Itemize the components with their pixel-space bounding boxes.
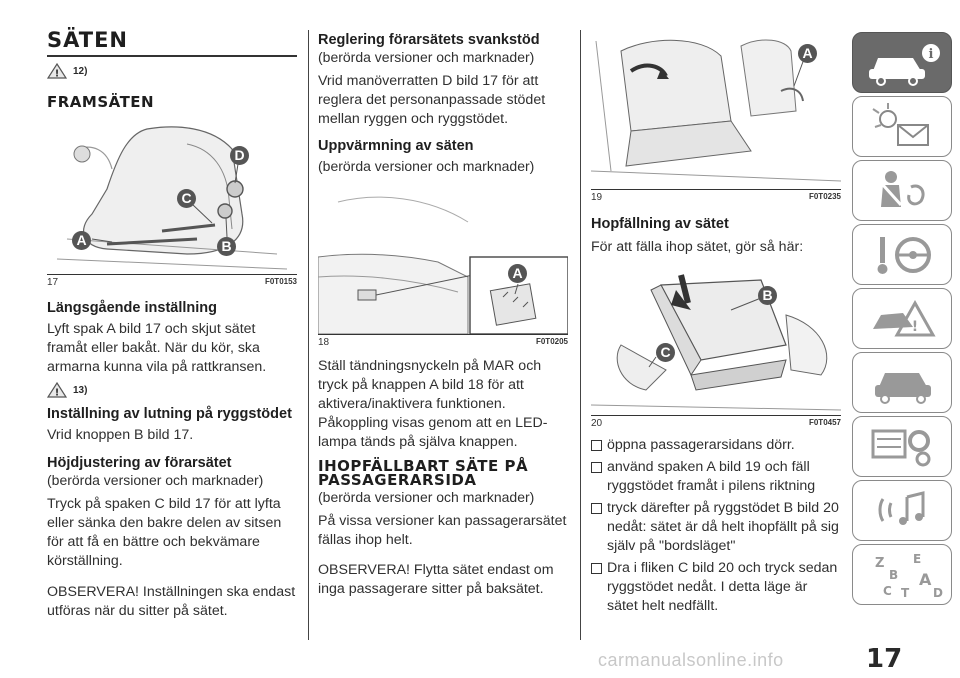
heading-lumbar: Reglering förarsätets svankstöd	[318, 32, 540, 48]
figure-19-caption	[591, 192, 841, 203]
figure-20-caption	[591, 418, 841, 429]
marker-c: C	[177, 189, 196, 208]
figure-number: 19	[591, 192, 603, 203]
subheading-versions: (berörda versioner och marknader)	[318, 489, 535, 505]
list-item: öppna passagerarsidans dörr.	[591, 436, 841, 455]
emergency-icon	[853, 289, 953, 348]
figure-20	[591, 265, 841, 416]
figure-number: 18	[318, 337, 330, 348]
figure-17	[47, 119, 297, 275]
subheading-versions: (berörda versioner och marknader)	[318, 158, 535, 174]
tab-technical-data[interactable]	[852, 416, 952, 477]
marker-c: C	[656, 343, 675, 362]
tab-starting-driving[interactable]	[852, 224, 952, 285]
svg-text:D: D	[933, 586, 943, 600]
tab-emergency[interactable]	[852, 288, 952, 349]
car-maintenance-icon	[853, 353, 953, 412]
text-height: Tryck på spaken C bild 17 för att lyfta eller sänka den bakre delen av sitsen för att få en bättre och bekvämare körställning.	[47, 496, 282, 569]
column-1	[47, 28, 297, 621]
section-title-folding-seat: IHOPFÄLLBART SÄTE PÅ PASSAGERARSIDA	[318, 457, 529, 489]
key-steering-icon	[853, 225, 953, 284]
text-heated-seats: Ställ tändningsnyckeln på MAR och tryck på knappen A bild 18 för att aktivera/inaktivera funktionen. Påkoppling visas genom att en LED-lampa tänds på själva knappen.	[318, 358, 548, 450]
figure-18	[318, 182, 568, 335]
figure-code: F0T0235	[808, 192, 841, 201]
car-gears-icon	[853, 417, 953, 476]
seatbelt-airbag-icon	[853, 161, 953, 220]
warning-ref: 12)	[73, 65, 88, 77]
marker-a: A	[72, 231, 91, 250]
alphabet-index-icon	[853, 545, 953, 604]
svg-text:C: C	[883, 584, 892, 598]
subheading-versions: (berörda versioner och marknader)	[47, 472, 264, 488]
column-3	[591, 31, 841, 616]
warning-icon	[47, 63, 67, 79]
heated-seat-button-illustration	[318, 182, 568, 334]
svg-text:!: !	[911, 319, 919, 335]
figure-number: 17	[47, 277, 59, 288]
svg-text:!: !	[54, 68, 60, 79]
tab-lights-warnings[interactable]	[852, 96, 952, 157]
warning-ref-12	[47, 63, 297, 79]
figure-17-caption	[47, 277, 297, 288]
text-folding-intro: För att fälla ihop sätet, gör så här:	[591, 239, 804, 255]
page-number: 17	[866, 644, 903, 674]
step-list	[591, 436, 841, 616]
warning-icon	[47, 382, 67, 398]
column-2	[318, 31, 568, 599]
page-title: SÄTEN	[47, 28, 128, 52]
figure-code: F0T0457	[808, 418, 841, 427]
figure-code: F0T0153	[264, 277, 297, 286]
car-info-icon	[853, 33, 953, 92]
text-note: OBSERVERA! Inställningen ska endast utföras när du sitter på sätet.	[47, 584, 296, 619]
heading-height: Höjdjustering av förarsätet	[47, 455, 232, 471]
figure-19	[591, 31, 841, 190]
bullet-box-icon	[591, 440, 602, 451]
figure-number: 20	[591, 418, 603, 429]
text-backrest-tilt: Vrid knoppen B bild 17.	[47, 427, 194, 443]
heading-folding: Hopfällning av sätet	[591, 216, 729, 232]
figure-code: F0T0205	[535, 337, 568, 346]
column-divider	[580, 30, 581, 640]
list-item: Dra i fliken C bild 20 och tryck sedan ryggstödet nedåt. I detta läge är sätet helt nedfällt.	[591, 559, 841, 616]
svg-text:i: i	[928, 47, 934, 62]
svg-text:T: T	[901, 586, 910, 600]
folded-seat-illustration	[591, 265, 841, 415]
marker-b: B	[758, 286, 777, 305]
figure-18-caption	[318, 337, 568, 348]
chapter-tabs	[852, 32, 952, 608]
tab-index[interactable]	[852, 544, 952, 605]
text-note: OBSERVERA! Flytta sätet endast om inga passagerare sitter på baksätet.	[318, 562, 554, 597]
text-lumbar: Vrid manöverratten D bild 17 för att reglera det personanpassade stödet mellan ryggen och ryggstödet.	[318, 73, 546, 127]
multimedia-icon	[853, 481, 953, 540]
svg-text:B: B	[889, 568, 899, 582]
marker-b: B	[217, 237, 236, 256]
column-divider	[308, 30, 309, 640]
subheading-versions: (berörda versioner och marknader)	[318, 49, 535, 65]
tab-safety[interactable]	[852, 160, 952, 221]
list-item: tryck därefter på ryggstödet B bild 20 nedåt: sätet är då helt ihopfällt på sig själv på "bordsläget"	[591, 499, 841, 556]
lights-envelope-icon	[853, 97, 953, 156]
warning-ref-13	[47, 382, 297, 398]
watermark: carmanualsonline.info	[598, 650, 784, 670]
heading-backrest-tilt: Inställning av lutning på ryggstödet	[47, 406, 292, 422]
marker-a: A	[798, 44, 817, 63]
svg-text:Z: Z	[875, 556, 885, 571]
bullet-box-icon	[591, 503, 602, 514]
warning-ref: 13)	[73, 384, 88, 396]
svg-text:A: A	[919, 570, 932, 589]
tab-maintenance[interactable]	[852, 352, 952, 413]
heading-longitudinal: Längsgående inställning	[47, 300, 217, 316]
text-longitudinal: Lyft spak A bild 17 och skjut sätet framåt eller bakåt. När du kör, ska armarna kunna vila på rattkransen.	[47, 321, 267, 375]
list-item: använd spaken A bild 19 och fäll ryggstödet framåt i pilens riktning	[591, 458, 841, 496]
heading-heated-seats: Uppvärmning av säten	[318, 138, 474, 154]
tab-multimedia[interactable]	[852, 480, 952, 541]
marker-a: A	[508, 264, 527, 283]
title-rule	[47, 55, 297, 57]
bullet-box-icon	[591, 563, 602, 574]
svg-text:!: !	[54, 387, 60, 398]
tab-car-info[interactable]	[852, 32, 952, 93]
bullet-box-icon	[591, 462, 602, 473]
marker-d: D	[230, 146, 249, 165]
text-folding-seat: På vissa versioner kan passagerarsätet fällas ihop helt.	[318, 513, 567, 548]
front-seat-illustration	[47, 119, 297, 274]
section-title-front-seats: FRAMSÄTEN	[47, 93, 155, 111]
svg-text:E: E	[913, 552, 922, 566]
